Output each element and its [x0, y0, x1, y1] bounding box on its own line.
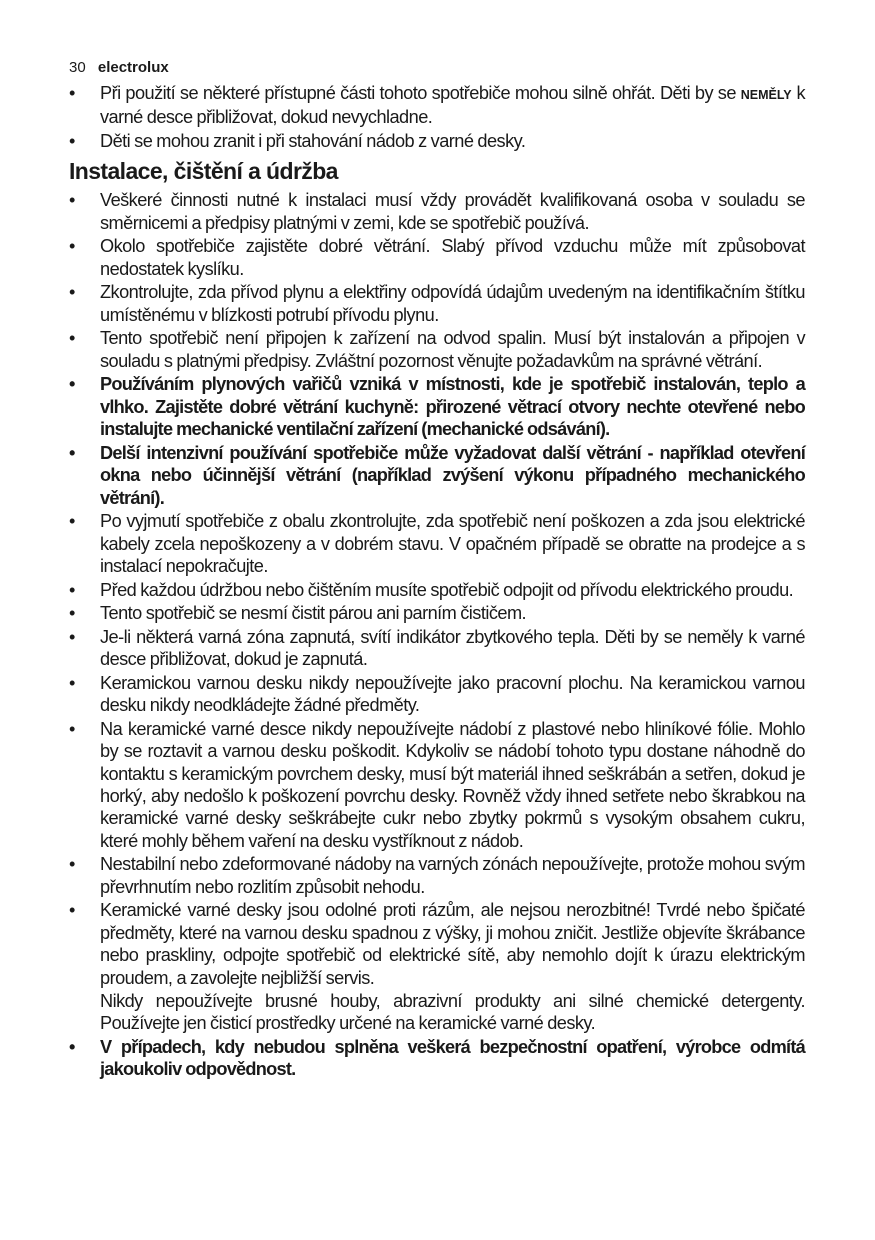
list-item: • Děti se mohou zranit i při stahování nádob z varné desky. — [69, 131, 526, 151]
item-text: Tento spotřebič není připojen k zařízení na odvod spalin. Musí být instalován a připojen v souladu s platnými předpisy. Zvláštní pozornost věnujte požadavkům na správné větrání. — [100, 328, 805, 371]
item-text: Okolo spotřebiče zajistěte dobré větrání. Slabý přívod vzduchu může mít způsobovat nedostatek kyslíku. — [100, 236, 805, 279]
brand-name: electrolux — [97, 59, 169, 76]
item-text: V případech, kdy nebudou splněna veškerá bezpečnostní opatření, výrobce odmítá jakoukoliv odpovědnost. — [100, 1037, 805, 1080]
bullet-icon: • — [69, 626, 75, 647]
list-item — [69, 373, 805, 440]
item-text: Delší intenzivní používání spotřebiče může vyžadovat další větrání - například otevření okna nebo účinnější větrání (například zvýšení výkonu případného mechanického větrání). — [100, 442, 805, 508]
item-text: Před každou údržbou nebo čištěním musíte spotřebič odpojit od přívodu elektrického proudu. — [100, 579, 794, 600]
bullet-icon: • — [69, 1037, 75, 1058]
list-item — [69, 602, 805, 624]
item-text: Na keramické varné desce nikdy nepoužívejte nádobí z plastové nebo hliníkové fólie. Mohlo by se roztavit a varnou desku poškodit. Kdykoliv se nádobí tohoto typu dostane náhodně do kontaktu s keramickým povrchem desky, musí být materiál ihned seškrábán a setřen, dokud je horký, aby nedošlo k poškození povrchu desky. Rovněž vždy ihned setřete nebo škrabkou na keramické varné desky seškrábejte cukr nebo zbytky pokrmů s vysokým obsahem cukru, které mohly během vaření na desku vystříknout z nádob. — [100, 718, 805, 851]
list-item — [69, 281, 805, 326]
list-item — [69, 718, 805, 852]
list-item — [69, 899, 805, 1034]
emphasis-smallcaps: NEMĚLY — [740, 88, 792, 102]
bullet-icon: • — [69, 511, 75, 532]
item-text: Nestabilní nebo zdeformované nádoby na varných zónách nepoužívejte, protože mohou svým převrhnutím nebo rozlitím způsobit nehodu. — [100, 854, 805, 897]
item-text: Keramické varné desky jsou odolné proti rázům, ale nejsou nerozbitné! Tvrdé nebo špičaté předměty, které na varnou desku spadnou z výšky, ji mohou zničit. Jestliže objevíte škrábance nebo praskliny, odpojte spotřebič od elektrické sítě, aby nemohlo dojít k úrazu elektrickým proudem, a zavolejte nejbližší servis. — [100, 900, 805, 988]
item-text: Po vyjmutí spotřebiče z obalu zkontrolujte, zda spotřebič není poškozen a zda jsou elektrické kabely zcela nepoškozeny a v dobrém stavu. V opačném případě se obratte na prodejce a s instalací nepokračujte. — [100, 511, 805, 577]
bullet-icon: • — [69, 282, 75, 303]
item-text: Používáním plynových vařičů vzniká v místnosti, kde je spotřebič instalován, teplo a vlhko. Zajistěte dobré větrání kuchyně: přirozené větrací otvory nechte otevřené nebo instalujte mechanické ventilační zařízení (mechanické odsávání). — [100, 374, 805, 440]
intro-list — [69, 82, 805, 152]
bullet-icon: • — [69, 579, 75, 600]
item-text: Keramickou varnou desku nikdy nepoužívejte jako pracovní plochu. Na keramickou varnou desku nikdy neodkládejte žádné předměty. — [100, 672, 805, 716]
list-item — [69, 327, 805, 372]
bullet-icon: • — [69, 672, 75, 693]
list-item — [69, 235, 805, 280]
list-item — [69, 853, 805, 898]
bullet-icon: • — [69, 718, 75, 739]
bullet-icon: • — [69, 83, 75, 103]
list-item — [69, 442, 805, 509]
item-text: Je-li některá varná zóna zapnutá, svítí indikátor zbytkového tepla. Děti by se neměly k varné desce přibližovat, dokud je zapnutá. — [100, 626, 805, 670]
bullet-icon: • — [69, 603, 75, 624]
list-item — [69, 189, 805, 234]
list-item — [69, 579, 805, 601]
bullet-icon: • — [69, 236, 75, 257]
list-item — [69, 626, 805, 671]
section-heading: Instalace, čištění a údržba — [69, 158, 338, 185]
bullet-icon: • — [69, 328, 75, 349]
list-item — [69, 1036, 805, 1081]
list-item — [69, 672, 805, 717]
manual-page — [69, 58, 805, 1082]
list-item — [69, 510, 805, 577]
bullet-icon: • — [69, 442, 75, 463]
item-continuation-text: Nikdy nepoužívejte brusné houby, abrazivní produkty ani silné chemické detergenty. Používejte jen čisticí prostředky určené na keramické varné desky. — [100, 991, 805, 1034]
item-text: Tento spotřebič se nesmí čistit párou ani parním čističem. — [100, 603, 527, 624]
list-item: • Při použití se některé přístupné části tohoto spotřebiče mohou silně ohřát. Děti by se NEMĚLY k varné desce přibližovat, dokud nevychladne. — [69, 83, 805, 128]
item-text: Zkontrolujte, zda přívod plynu a elektřiny odpovídá údajům uvedeným na identifikačním štítku umístěnému v blízkosti potrubí přívodu plynu. — [100, 282, 805, 325]
page-header — [69, 58, 805, 78]
bullet-icon: • — [69, 131, 75, 151]
bullet-icon: • — [69, 900, 75, 921]
bullet-icon: • — [69, 854, 75, 875]
bullet-icon: • — [69, 374, 75, 395]
section-list — [69, 189, 805, 1080]
page-number: 30 — [69, 59, 86, 76]
bullet-icon: • — [69, 190, 75, 211]
item-text: Veškeré činnosti nutné k instalaci musí vždy provádět kvalifikovaná osoba v souladu se směrnicemi a předpisy platnými v zemi, kde se spotřebič používá. — [100, 190, 805, 233]
